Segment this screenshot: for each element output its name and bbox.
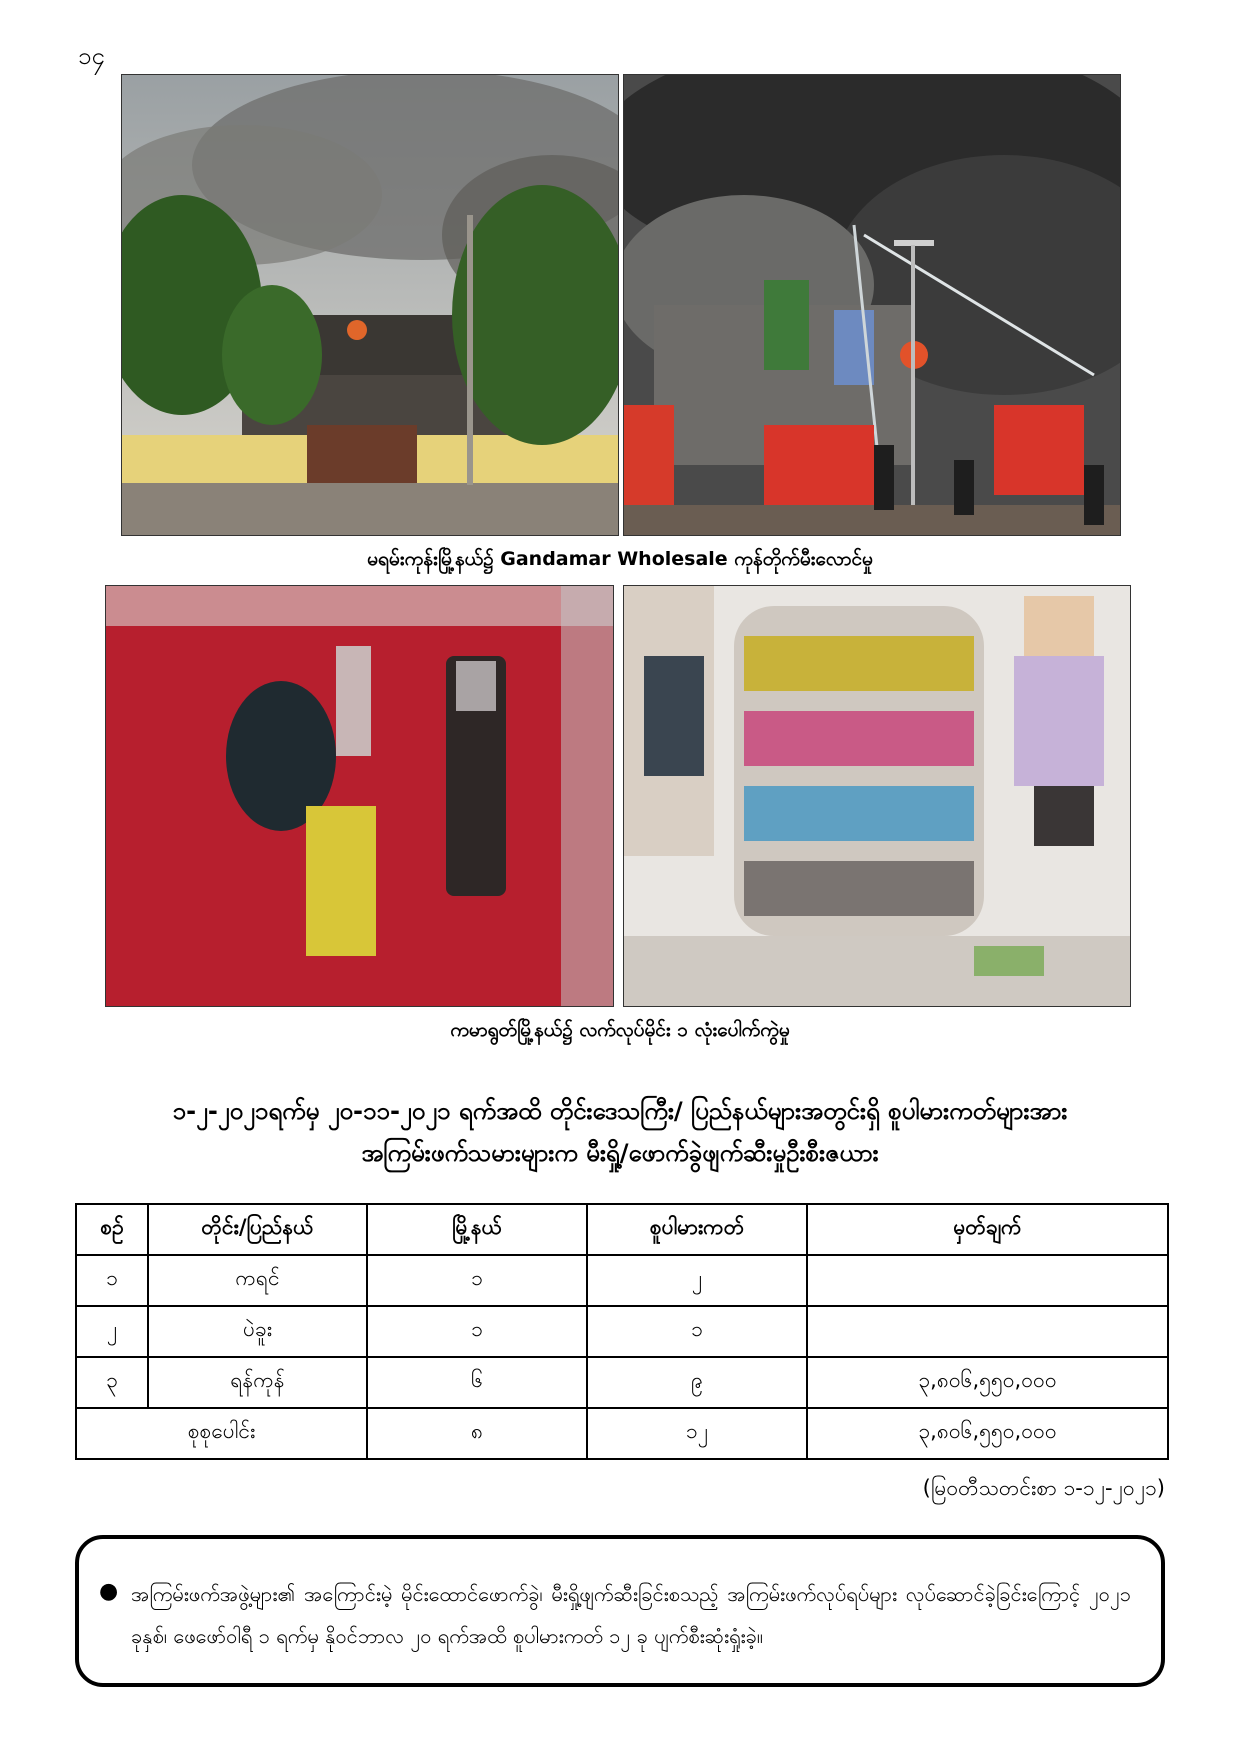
summary-note-box: [75, 1535, 1165, 1687]
cell-remark: ၃,၈၀၆,၅၅၀,၀၀၀: [807, 1357, 1168, 1408]
cell-no: ၁: [76, 1255, 148, 1306]
cell-region: ကရင်: [148, 1255, 367, 1306]
total-remark: ၃,၈၀၆,၅၅၀,၀၀၀: [807, 1408, 1168, 1459]
table-heading-line2: အကြမ်းဖက်သမားများက မီးရှို့/ဖောက်ခွဲဖျက်ဆီးမှုဦးစီးဇယား: [361, 1139, 879, 1167]
header-region: တိုင်း/ပြည်နယ်: [148, 1204, 367, 1255]
table-heading-line1: ၁-၂-၂၀၂၁ရက်မှ ၂၀-၁၁-၂၀၂၁ ရက်အထိ တိုင်းဒေသကြီး/ ပြည်နယ်များအတွင်းရှိ စူပါမားကတ်များအား: [172, 1097, 1068, 1125]
header-supermarket: စူပါမားကတ်: [587, 1204, 807, 1255]
header-township: မြို့နယ်: [367, 1204, 587, 1255]
damaged-store-photo: [623, 585, 1131, 1007]
cell-township: ၁: [367, 1306, 587, 1357]
cell-no: ၃: [76, 1357, 148, 1408]
cell-remark: [807, 1255, 1168, 1306]
summary-note-text: အကြမ်းဖက်အဖွဲ့များ၏ အကြောင်းမဲ့ မိုင်းထောင်ဖောက်ခွဲ၊ မီးရှို့ဖျက်ဆီးခြင်းစသည့် အကြမ်းဖက်လုပ်ရပ်များ လုပ်ဆောင်ခဲ့ခြင်းကြောင့် ၂၀၂၁ ခုနှစ်၊ ဖေဖော်ဝါရီ ၁ ရက်မှ နိုဝင်ဘာလ ၂၀ ရက်အထိ စူပါမားကတ် ၁၂ ခု ပျက်စီးဆုံးရှုံးခဲ့။: [131, 1582, 1131, 1648]
cell-supermarket: ၉: [587, 1357, 807, 1408]
building-fire-photo: [121, 74, 619, 536]
caption-kamayut-blast: ကမာရွတ်မြို့နယ်၌ လက်လုပ်မိုင်း ၁ လုံးပေါက်ကွဲမှု: [450, 1019, 790, 1041]
supermarket-attack-table: [75, 1203, 1169, 1460]
source-citation: (မြဝတီသတင်းစာ ၁-၁၂-၂၀၂၁): [922, 1476, 1165, 1500]
bomb-debris-photo: [105, 585, 614, 1007]
total-supermarket: ၁၂: [587, 1408, 807, 1459]
cell-region: ရန်ကုန်: [148, 1357, 367, 1408]
firefighters-photo: [623, 74, 1121, 536]
total-label: စုစုပေါင်း: [76, 1408, 367, 1459]
table-row: [76, 1255, 1168, 1306]
cell-township: ၆: [367, 1357, 587, 1408]
cell-remark: [807, 1306, 1168, 1357]
cell-no: ၂: [76, 1306, 148, 1357]
page-number: ၁၄: [78, 42, 105, 70]
total-township: ၈: [367, 1408, 587, 1459]
table-row: [76, 1357, 1168, 1408]
table-header-row: [76, 1204, 1168, 1255]
cell-township: ၁: [367, 1255, 587, 1306]
header-no: စဉ်: [76, 1204, 148, 1255]
cell-region: ပဲခူး: [148, 1306, 367, 1357]
table-total-row: [76, 1408, 1168, 1459]
cell-supermarket: ၂: [587, 1255, 807, 1306]
header-remark: မှတ်ချက်: [807, 1204, 1168, 1255]
caption-gandamar-fire: မရမ်းကုန်းမြို့နယ်၌ Gandamar Wholesale ကုန်တိုက်မီးလောင်မှု: [367, 548, 873, 570]
bullet-icon: ●: [99, 1579, 119, 1604]
cell-supermarket: ၁: [587, 1306, 807, 1357]
table-row: [76, 1306, 1168, 1357]
